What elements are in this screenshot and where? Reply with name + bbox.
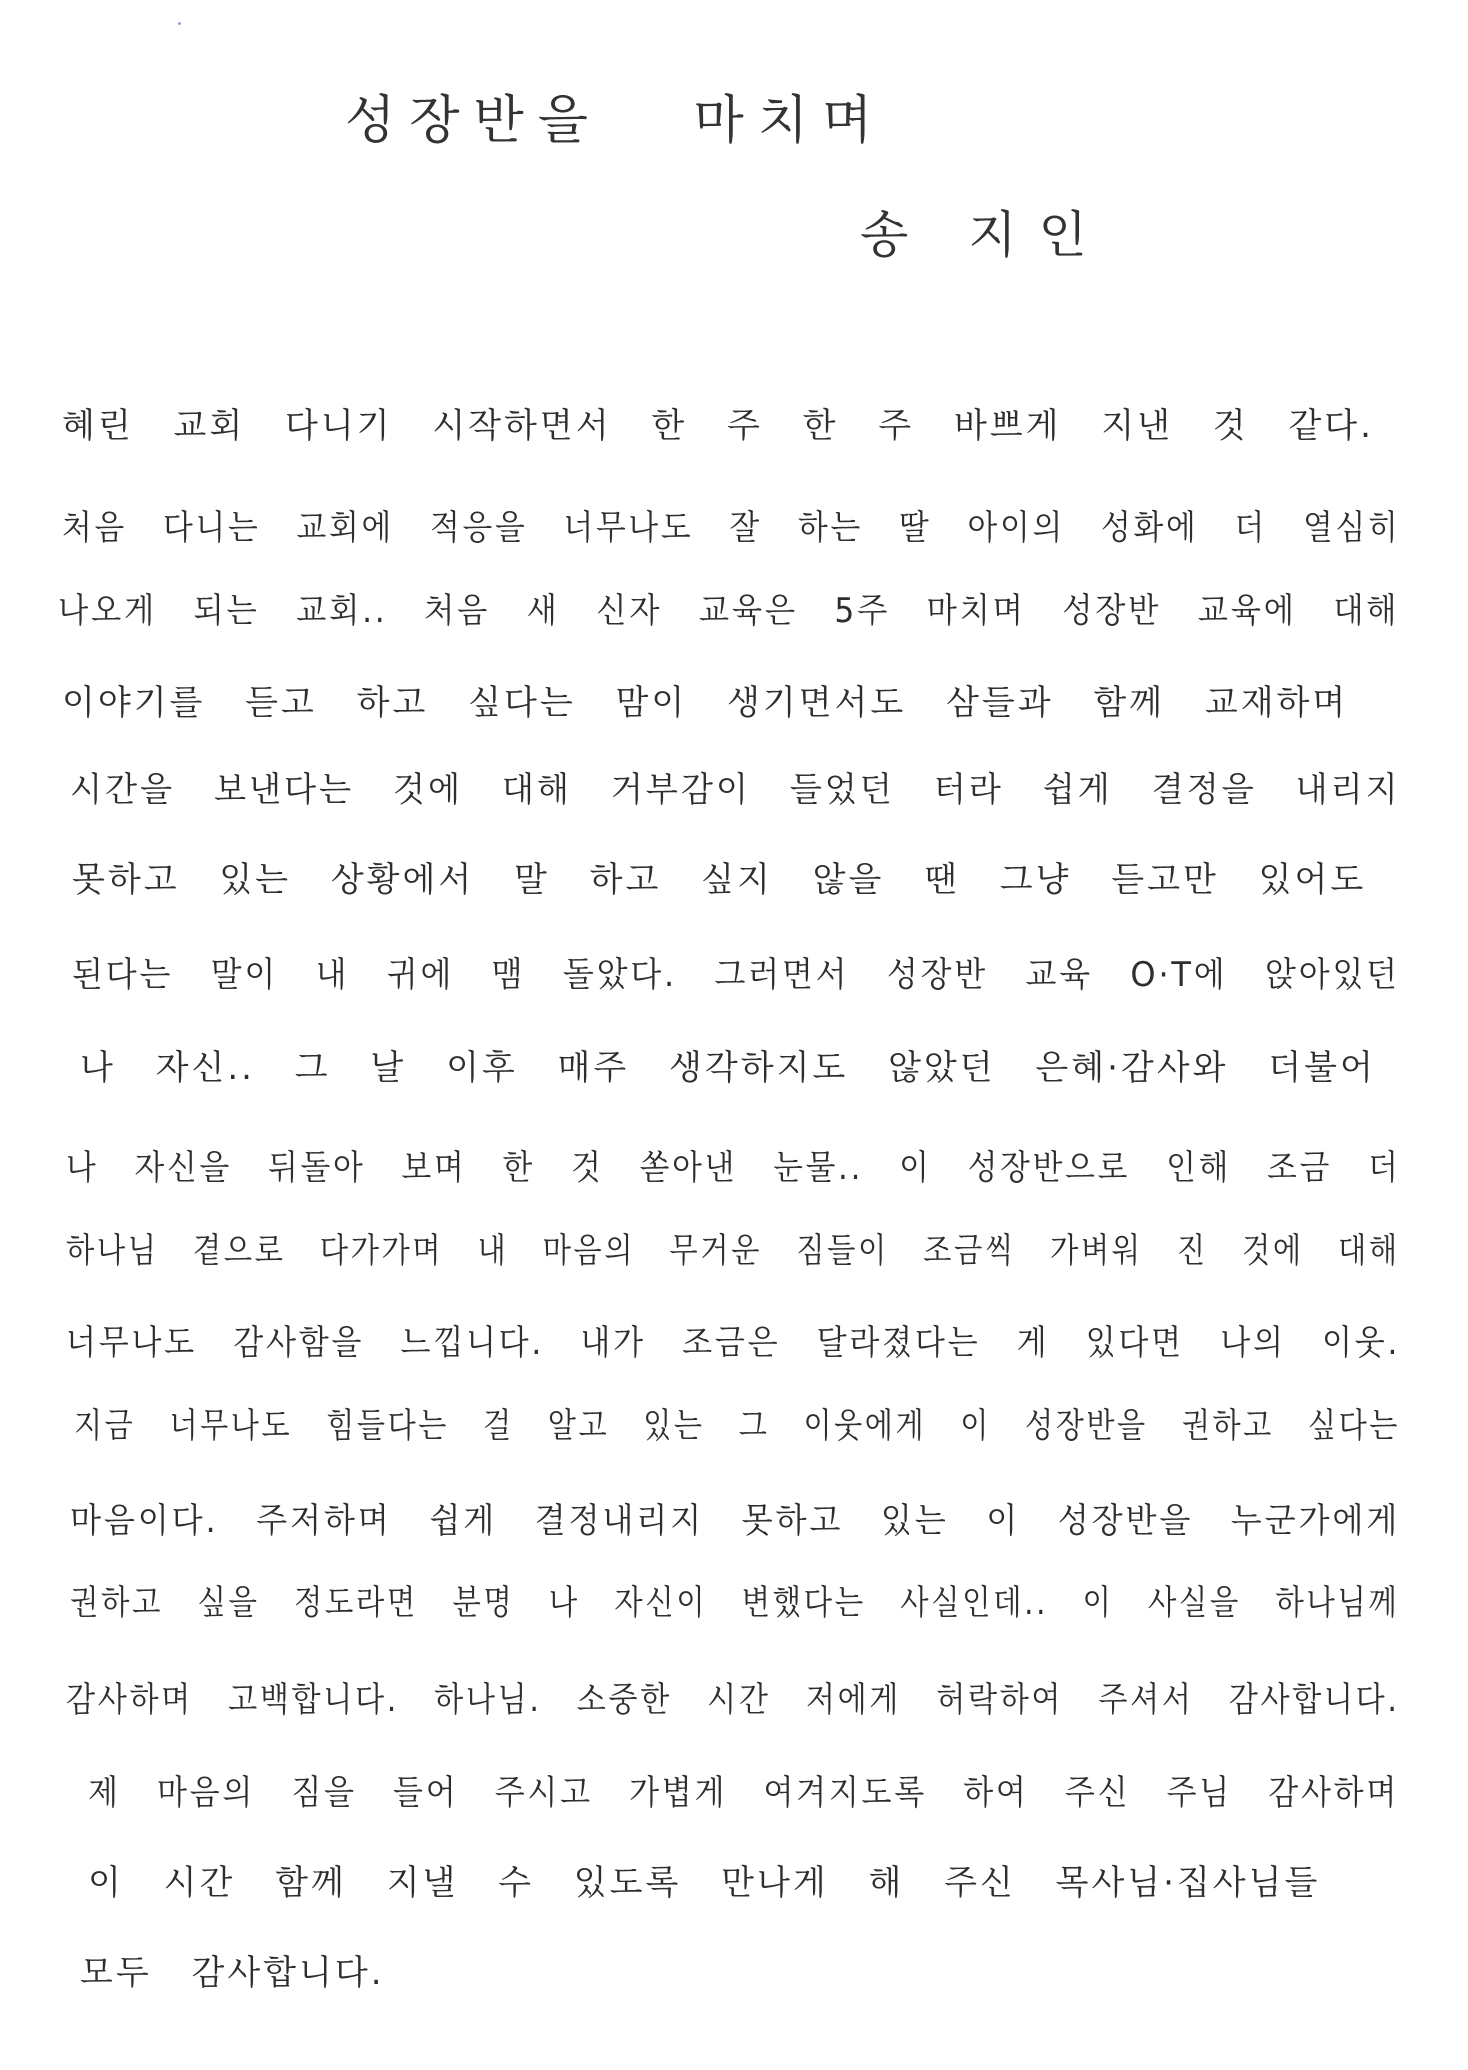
letter-line: 마음이다. 주저하며 쉽게 결정내리지 못하고 있는 이 성장반을 누군가에게 [70,1501,1401,1541]
letter-line: 권하고 싶을 정도라면 분명 나 자신이 변했다는 사실인데.. 이 사실을 하나님께 [70,1583,1400,1623]
letter-line: 너무나도 감사함을 느낍니다. 내가 조금은 달라졌다는 게 있다면 나의 이웃. [66,1323,1401,1363]
letter-line: 하나님 곁으로 다가가며 내 마음의 무거운 짐들이 조금씩 가벼워 진 것에 대해 [66,1231,1400,1271]
letter-line: 된다는 말이 내 귀에 맴 돌았다. 그러면서 성장반 교육 O·T에 앉아있던 [72,955,1400,995]
letter-line: 혜린 교회 다니기 시작하면서 한 주 한 주 바쁘게 지낸 것 같다. [62,406,1374,446]
letter-author: 송 지인 [860,206,1109,264]
letter-line: 나오게 되는 교회.. 처음 새 신자 교육은 5주 마치며 성장반 교육에 대해 [58,591,1400,631]
letter-line: 처음 다니는 교회에 적응을 너무나도 잘 하는 딸 아이의 성화에 더 열심히 [62,508,1401,548]
letter-line: 이 시간 함께 지낼 수 있도록 만나게 해 주신 목사님·집사님들 [88,1863,1321,1903]
letter-line: 모두 감사합니다. [80,1953,385,1993]
letter-line: 시간을 보낸다는 것에 대해 거부감이 들었던 터라 쉽게 결정을 내리지 [70,770,1401,810]
letter-line: 나 자신을 뒤돌아 보며 한 것 쏟아낸 눈물.. 이 성장반으로 인해 조금 더 [66,1148,1401,1188]
letter-line: 지금 너무나도 힘들다는 걸 알고 있는 그 이웃에게 이 성장반을 권하고 싶다는 [74,1406,1400,1446]
letter-line: 나 자신.. 그 날 이후 매주 생각하지도 않았던 은혜·감사와 더불어 [80,1048,1376,1088]
letter-line: 못하고 있는 상황에서 말 하고 싶지 않을 땐 그냥 듣고만 있어도 [72,860,1367,900]
letter-line: 이야기를 듣고 하고 싶다는 맘이 생기면서도 삼들과 함께 교재하며 [62,683,1349,723]
ink-speck [178,22,181,25]
letter-title: 성장반을 마치며 [345,91,887,151]
letter-line: 감사하며 고백합니다. 하나님. 소중한 시간 저에게 허락하여 주셔서 감사합니다. [66,1680,1400,1720]
letter-line: 제 마음의 짐을 들어 주시고 가볍게 여겨지도록 하여 주신 주님 감사하며 [88,1773,1400,1813]
